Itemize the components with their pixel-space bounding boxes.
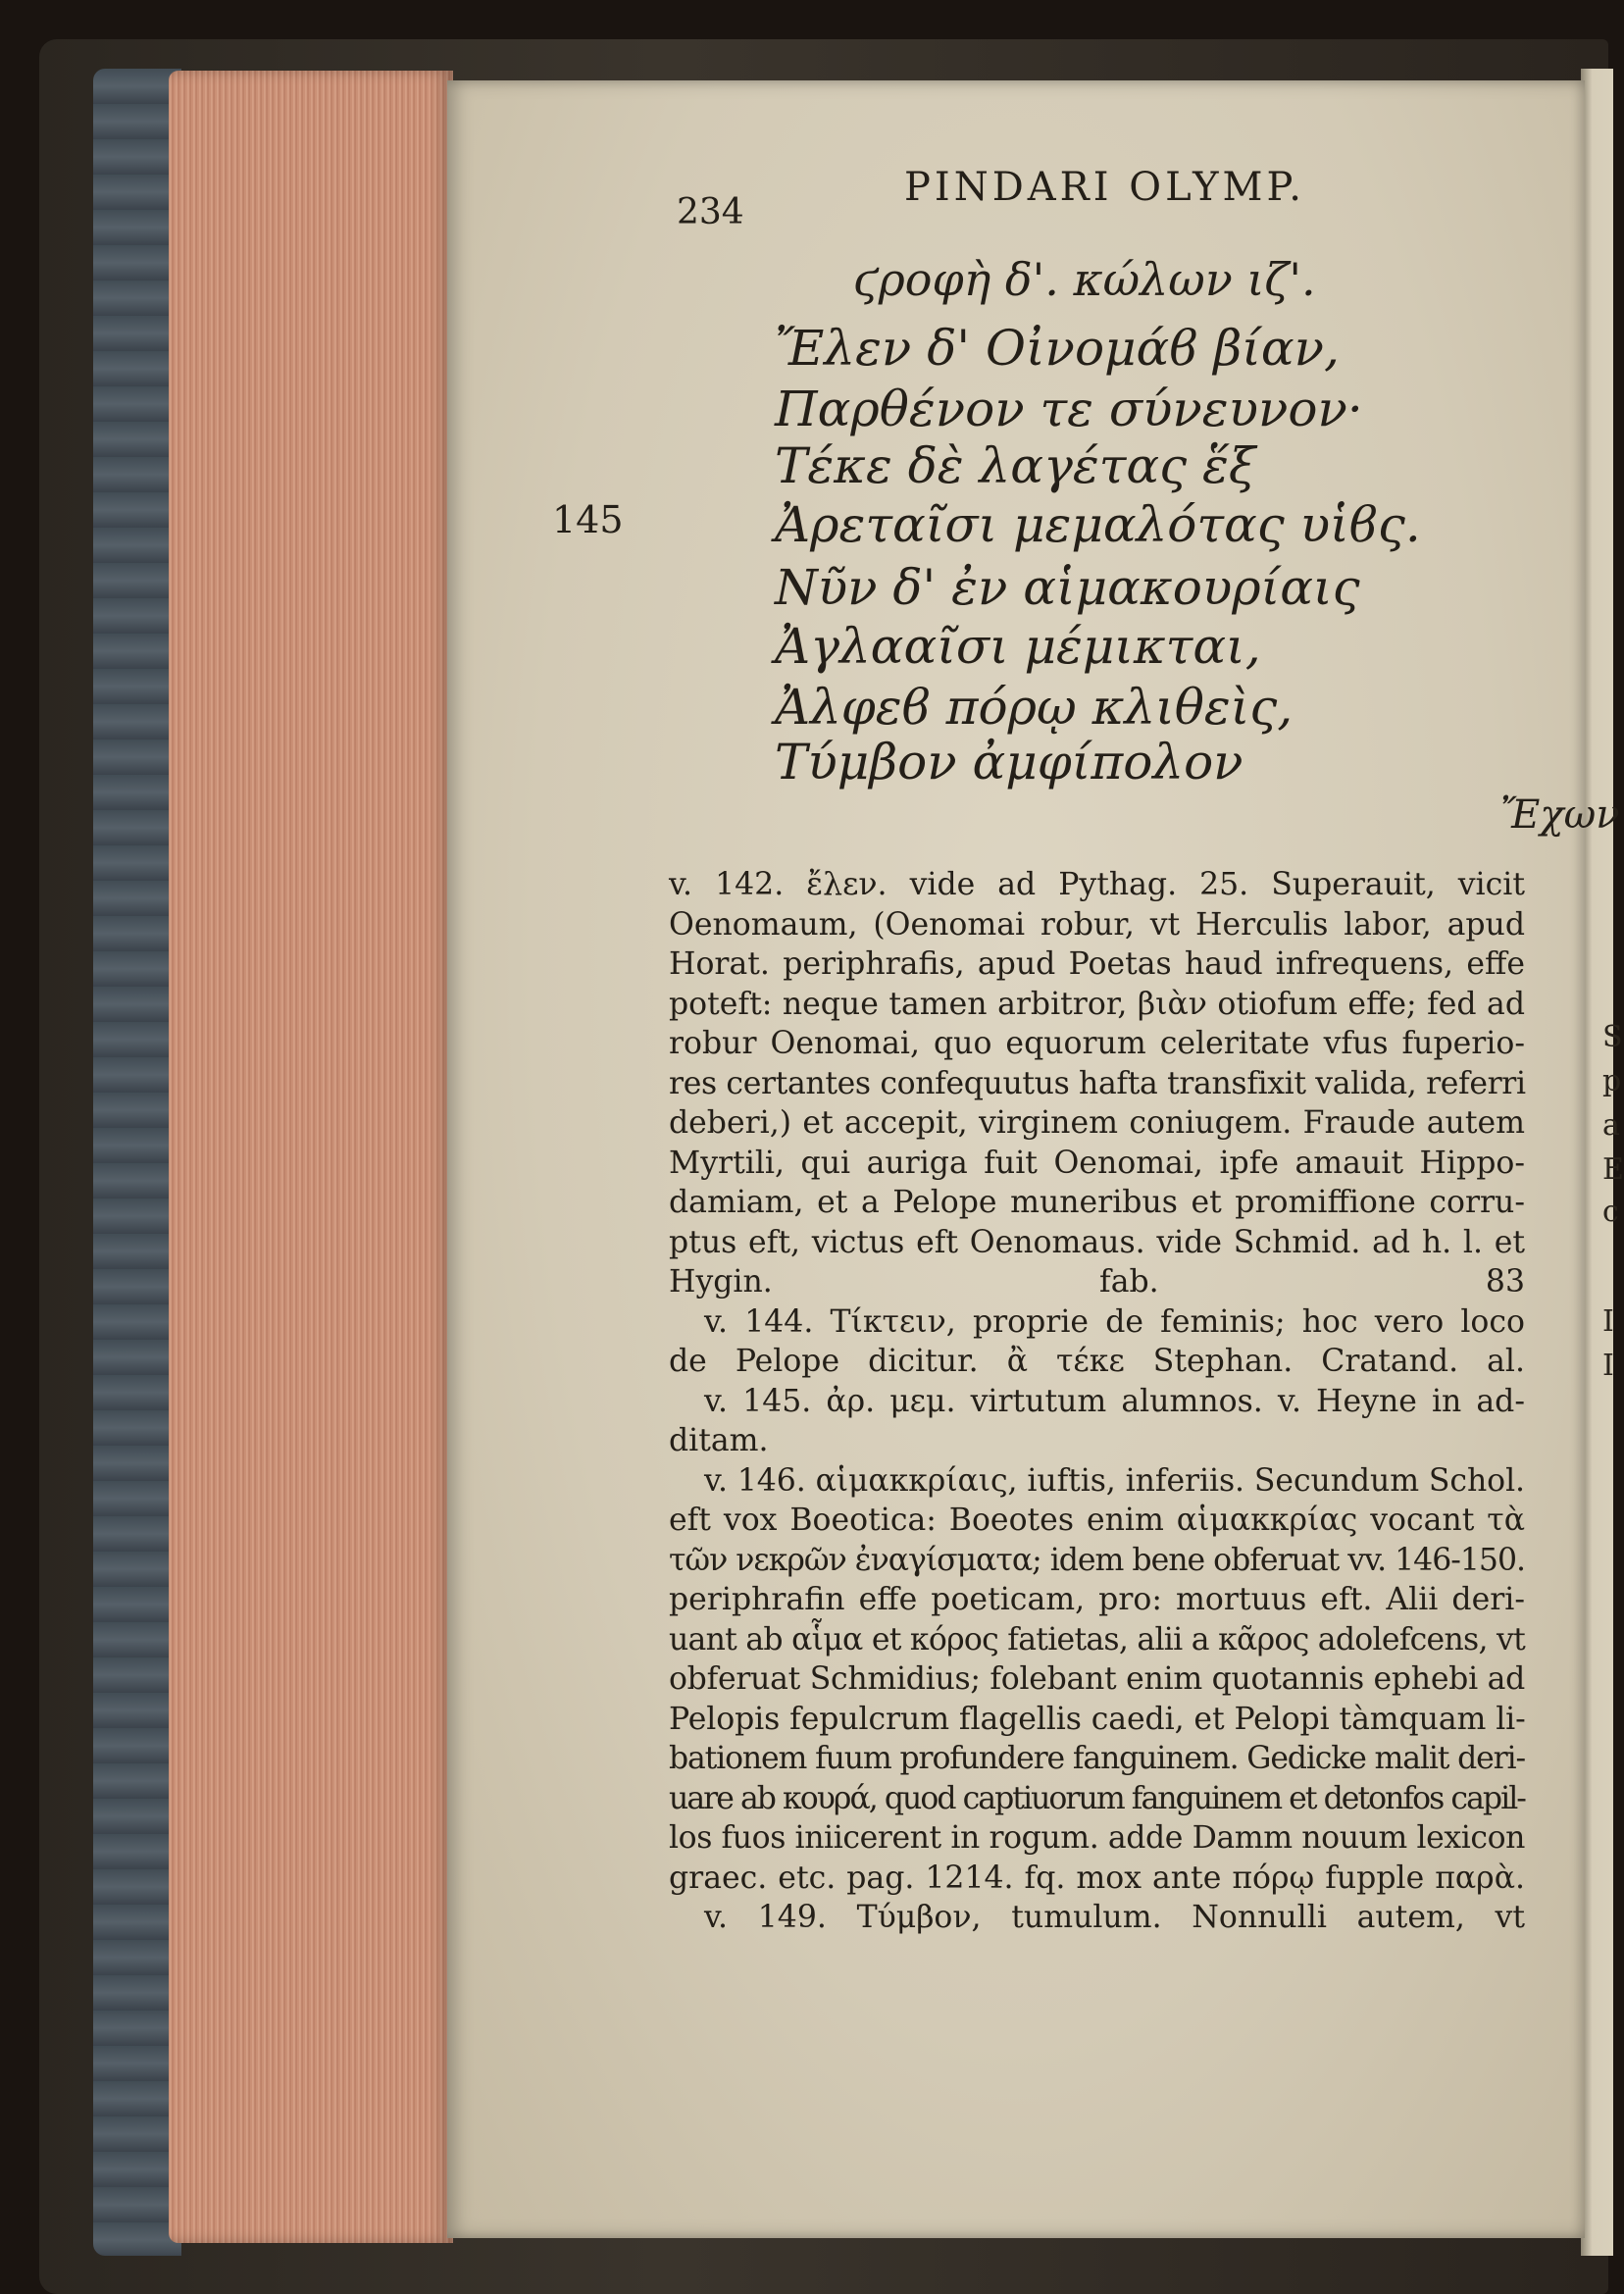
- note-line: v. 145. ἀρ. μεμ. virtutum alumnos. v. Heyne in ad-: [704, 1383, 1525, 1419]
- page-block-edge: [169, 71, 453, 2243]
- note-line: ptus eft, victus eft Oenomaus. vide Schmid. ad h. l. et: [669, 1224, 1525, 1260]
- facing-page-letter: p: [1602, 1064, 1622, 1098]
- note-line: bationem fuum profundere fanguinem. Gedicke malit deri-: [669, 1741, 1525, 1776]
- note-line: Horat. periphrafis, apud Poetas haud infrequens, effe: [669, 946, 1525, 982]
- verse-line: Τύμβον ἀμφίπολον: [775, 734, 1243, 790]
- verse-line: Ἀλφεϐ πόρῳ κλιθεὶς,: [775, 679, 1294, 736]
- note-line: v. 149. Τύμβον, tumulum. Nonnulli autem, vt: [704, 1900, 1525, 1935]
- note-line: v. 146. αἱμακκρίαις, iuftis, inferiis. Secundum Schol.: [704, 1462, 1525, 1499]
- catchword: Ἔχων: [1500, 792, 1620, 838]
- verse-line: Νῦν δ' ἐν αἱμακουρίαις: [775, 559, 1360, 616]
- verse-line-number: 145: [552, 498, 624, 541]
- note-line: v. 144. Τίκτειν, proprie de feminis; hoc vero loco: [704, 1303, 1525, 1340]
- note-line: deberi,) et accepit, virginem coniugem. Fraude autem: [669, 1105, 1525, 1141]
- note-line: ditam.: [669, 1423, 769, 1458]
- note-line: los fuos iniicerent in rogum. adde Damm nouum lexicon: [669, 1820, 1525, 1856]
- note-line: res certantes confequutus hafta transfixit valida, referri: [669, 1065, 1526, 1101]
- note-line: uare ab κουρά, quod captiuorum fanguinem et detonfos capil-: [669, 1780, 1525, 1816]
- note-line: obferuat Schmidius; folebant enim quotannis ephebi ad: [669, 1661, 1525, 1697]
- facing-page-letter: c: [1602, 1195, 1619, 1229]
- note-line: Hygin. fab. 83: [669, 1264, 1525, 1300]
- note-line: Pelopis fepulcrum flagellis caedi, et Pelopi tàmquam li-: [669, 1701, 1526, 1737]
- note-line: τῶν νεκρῶν ἐναγίσματα; idem bene obferuat vv. 146-150.: [669, 1542, 1525, 1578]
- note-line: periphrafin effe poeticam, pro: mortuus eft. Alii deri-: [669, 1582, 1525, 1617]
- facing-page-letter: S: [1602, 1020, 1623, 1054]
- note-line: graec. etc. pag. 1214. fq. mox ante πόρῳ fupple παρὰ.: [669, 1860, 1525, 1896]
- strophe-heading: ϛροφὴ δ'. κώλων ιζ'.: [853, 253, 1316, 306]
- note-line: uant ab αἷμα et κόρος fatietas, alii a κᾶρος adolefcens, vt: [669, 1621, 1525, 1657]
- note-line: robur Oenomai, quo equorum celeritate vfus fuperio-: [669, 1026, 1525, 1061]
- page-number: 234: [677, 192, 744, 232]
- verse-line: Ἀγλααῖσι μέμικται,: [775, 618, 1261, 675]
- facing-page-letter: E: [1602, 1152, 1624, 1187]
- note-line: Myrtili, qui auriga fuit Oenomai, ipfe amauit Hippo-: [669, 1145, 1525, 1181]
- note-line: de Pelope dicitur. ἂ τέκε Stephan. Cratand. al.: [669, 1344, 1525, 1379]
- note-line: eft vox Boeotica: Boeotes enim αἱμακκρίας vocant τὰ: [669, 1503, 1525, 1538]
- verse-line: Παρθένον τε σύνευνον·: [775, 381, 1363, 437]
- facing-page-letter: I: [1602, 1304, 1614, 1339]
- note-line: damiam, et a Pelope muneribus et promiffione corru-: [669, 1185, 1525, 1220]
- note-line: poteft: neque tamen arbitror, βιὰν otiofum effe; fed ad: [669, 986, 1525, 1022]
- facing-page-letter: a: [1602, 1108, 1620, 1143]
- verse-line: Τέκε δὲ λαγέτας ἕξ: [775, 437, 1256, 494]
- commentary-notes: [669, 865, 1525, 1938]
- facing-page-letter: I: [1602, 1349, 1614, 1383]
- verse-line: Ἔλεν δ' Οἰνομάϐ βίαν,: [775, 320, 1340, 377]
- verse-line: Ἀρεταῖσι μεμαλότας υἱϐς.: [775, 496, 1421, 553]
- note-line: v. 142. ἔλεν. vide ad Pythag. 25. Superauit, vicit: [669, 867, 1525, 902]
- note-line: Oenomaum, (Oenomai robur, vt Herculis labor, apud: [669, 906, 1525, 943]
- running-title: PINDARI OLYMP.: [904, 165, 1305, 210]
